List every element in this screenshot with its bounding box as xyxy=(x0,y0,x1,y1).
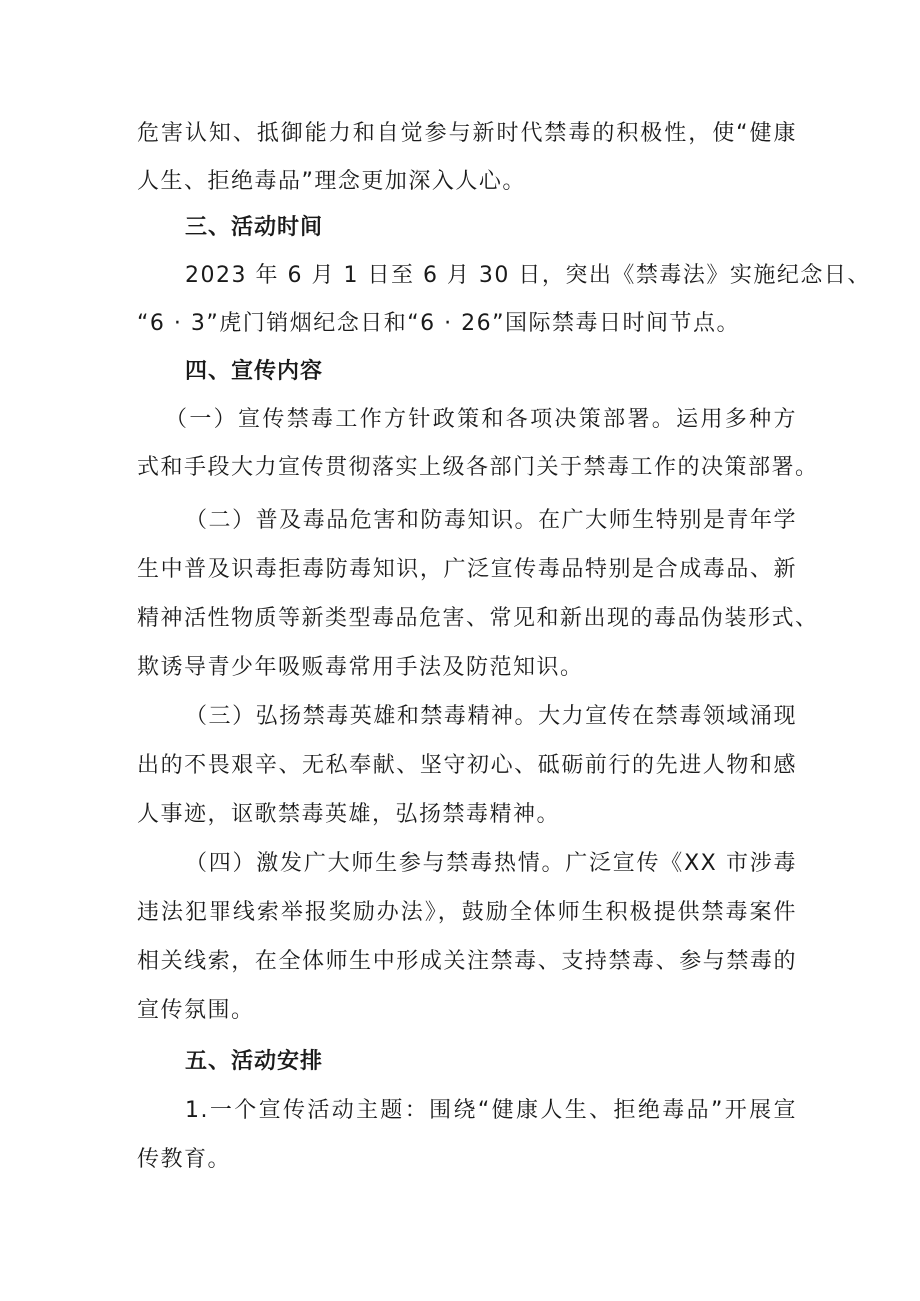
paragraph-line: 式和手段大力宣传贯彻落实上级各部门关于禁毒工作的决策部署。 xyxy=(137,455,819,480)
paragraph-line: （四）激发广大师生参与禁毒热情。广泛宣传《XX 市涉毒 xyxy=(185,851,797,876)
paragraph-line: 2023 年 6 月 1 日至 6 月 30 日，突出《禁毒法》实施纪念日、 xyxy=(185,263,871,288)
paragraph-line: 欺诱导青少年吸贩毒常用手法及防范知识。 xyxy=(137,655,584,680)
section-heading: 三、活动时间 xyxy=(185,215,324,240)
paragraph-line: 人事迹，讴歌禁毒英雄，弘扬禁毒精神。 xyxy=(137,802,561,827)
paragraph-line: 传教育。 xyxy=(137,1147,232,1172)
intro-line: 人生、拒绝毒品”理念更加深入人心。 xyxy=(137,169,526,194)
paragraph-line: 宣传氛围。 xyxy=(137,998,255,1023)
paragraph-line: 出的不畏艰辛、无私奉献、坚守初心、砥砺前行的先进人物和感 xyxy=(137,753,797,778)
section-heading: 四、宣传内容 xyxy=(185,359,324,384)
intro-line: 危害认知、抵御能力和自觉参与新时代禁毒的积极性，使“健康 xyxy=(137,121,797,146)
section-heading: 五、活动安排 xyxy=(185,1049,324,1074)
paragraph-line: “6 · 3”虎门销烟纪念日和“6 · 26”国际禁毒日时间节点。 xyxy=(137,311,741,336)
paragraph-line: （二）普及毒品危害和防毒知识。在广大师生特别是青年学 xyxy=(185,508,797,533)
paragraph-line: 相关线索，在全体师生中形成关注禁毒、支持禁毒、参与禁毒的 xyxy=(137,949,797,974)
paragraph-line: 精神活性物质等新类型毒品危害、常见和新出现的毒品伪装形式、 xyxy=(137,606,819,631)
paragraph-line: 生中普及识毒拒毒防毒知识，广泛宣传毒品特别是合成毒品、新 xyxy=(137,557,797,582)
paragraph-line: 1.一个宣传活动主题：围绕“健康人生、拒绝毒品”开展宣 xyxy=(185,1098,797,1123)
paragraph-line: 违法犯罪线索举报奖励办法》，鼓励全体师生积极提供禁毒案件 xyxy=(137,900,797,925)
paragraph-line: （三）弘扬禁毒英雄和禁毒精神。大力宣传在禁毒领域涌现 xyxy=(185,704,797,729)
paragraph-line: （一）宣传禁毒工作方针政策和各项决策部署。运用多种方 xyxy=(165,407,797,432)
